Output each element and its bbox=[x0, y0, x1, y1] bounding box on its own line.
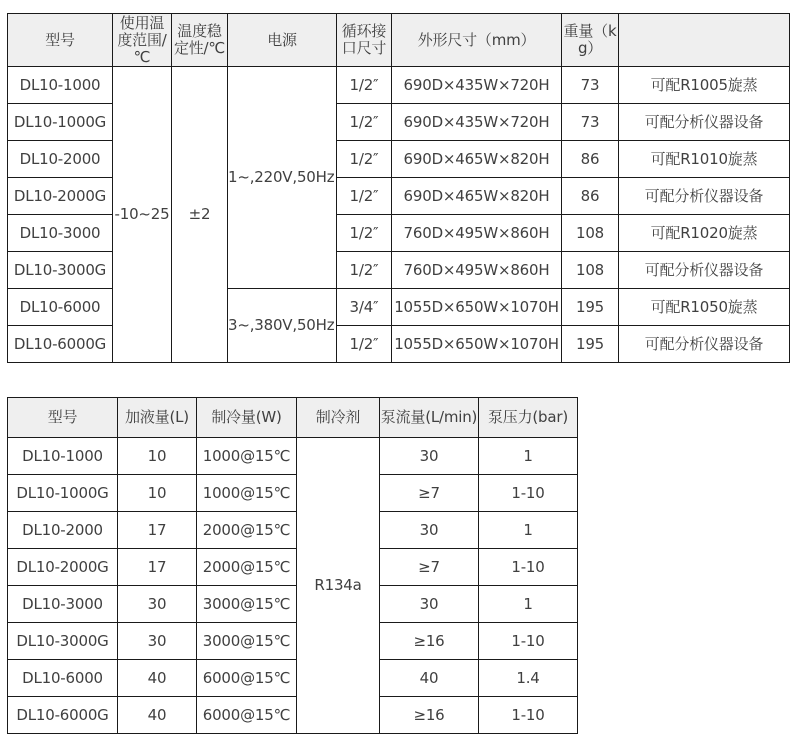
table-row bbox=[8, 67, 790, 104]
note-cell: 可配R1010旋蒸 bbox=[619, 141, 790, 178]
pump-pressure-cell: 1 bbox=[479, 438, 578, 475]
port-cell: 1/2″ bbox=[337, 104, 392, 141]
cooling-capacity-cell: 1000@15℃ bbox=[197, 438, 297, 475]
model-cell: DL10-2000G bbox=[8, 549, 118, 586]
pump-pressure-cell: 1-10 bbox=[479, 475, 578, 512]
spec-table-dimensions bbox=[7, 13, 790, 363]
dimensions-cell: 690D×435W×720H bbox=[392, 67, 562, 104]
model-cell: DL10-3000G bbox=[8, 623, 118, 660]
table-row bbox=[8, 512, 578, 549]
model-cell: DL10-6000 bbox=[8, 660, 118, 697]
table-row bbox=[8, 586, 578, 623]
weight-cell: 86 bbox=[562, 141, 619, 178]
note-cell: 可配分析仪器设备 bbox=[619, 104, 790, 141]
temp-stability-cell: ±2 bbox=[172, 67, 228, 363]
model-cell: DL10-2000 bbox=[8, 512, 118, 549]
cooling-capacity-cell: 2000@15℃ bbox=[197, 549, 297, 586]
model-cell: DL10-3000 bbox=[8, 586, 118, 623]
fill-volume-cell: 10 bbox=[118, 475, 197, 512]
dimensions-cell: 760D×495W×860H bbox=[392, 215, 562, 252]
weight-cell: 86 bbox=[562, 178, 619, 215]
note-cell: 可配R1005旋蒸 bbox=[619, 67, 790, 104]
dimensions-cell: 690D×465W×820H bbox=[392, 178, 562, 215]
header-row bbox=[8, 398, 578, 438]
header-pump-pressure: 泵压力(bar) bbox=[479, 398, 578, 438]
model-cell: DL10-6000 bbox=[8, 289, 113, 326]
power-cell: 1~,220V,50Hz bbox=[228, 67, 337, 289]
table-row bbox=[8, 623, 578, 660]
table-row bbox=[8, 549, 578, 586]
model-cell: DL10-1000G bbox=[8, 104, 113, 141]
refrigerant-cell: R134a bbox=[297, 438, 380, 734]
header-power: 电源 bbox=[228, 14, 337, 67]
table-row bbox=[8, 438, 578, 475]
header-note bbox=[619, 14, 790, 67]
note-cell: 可配分析仪器设备 bbox=[619, 252, 790, 289]
pump-pressure-cell: 1 bbox=[479, 586, 578, 623]
model-cell: DL10-2000G bbox=[8, 178, 113, 215]
header-fill-volume: 加液量(L) bbox=[118, 398, 197, 438]
port-cell: 1/2″ bbox=[337, 215, 392, 252]
note-cell: 可配R1020旋蒸 bbox=[619, 215, 790, 252]
header-model: 型号 bbox=[8, 14, 113, 67]
table-row bbox=[8, 697, 578, 734]
fill-volume-cell: 17 bbox=[118, 549, 197, 586]
model-cell: DL10-1000G bbox=[8, 475, 118, 512]
spec-table-performance bbox=[7, 397, 578, 734]
header-temp-range: 使用温度范围/℃ bbox=[113, 14, 172, 67]
pump-pressure-cell: 1.4 bbox=[479, 660, 578, 697]
port-cell: 1/2″ bbox=[337, 252, 392, 289]
pump-pressure-cell: 1 bbox=[479, 512, 578, 549]
header-row bbox=[8, 14, 790, 67]
note-cell: 可配分析仪器设备 bbox=[619, 326, 790, 363]
cooling-capacity-cell: 2000@15℃ bbox=[197, 512, 297, 549]
weight-cell: 73 bbox=[562, 104, 619, 141]
pump-pressure-cell: 1-10 bbox=[479, 549, 578, 586]
pump-flow-cell: ≥16 bbox=[380, 623, 479, 660]
fill-volume-cell: 30 bbox=[118, 623, 197, 660]
header-dimensions: 外形尺寸（mm） bbox=[392, 14, 562, 67]
temp-range-cell: -10~25 bbox=[113, 67, 172, 363]
header-weight: 重量（kg） bbox=[562, 14, 619, 67]
pump-flow-cell: ≥7 bbox=[380, 475, 479, 512]
header-temp-stability: 温度稳定性/℃ bbox=[172, 14, 228, 67]
dimensions-cell: 690D×435W×720H bbox=[392, 104, 562, 141]
header-refrigerant: 制冷剂 bbox=[297, 398, 380, 438]
model-cell: DL10-1000 bbox=[8, 438, 118, 475]
pump-flow-cell: ≥16 bbox=[380, 697, 479, 734]
weight-cell: 195 bbox=[562, 289, 619, 326]
fill-volume-cell: 10 bbox=[118, 438, 197, 475]
header-cooling-capacity: 制冷量(W) bbox=[197, 398, 297, 438]
port-cell: 1/2″ bbox=[337, 67, 392, 104]
weight-cell: 73 bbox=[562, 67, 619, 104]
header-port-size: 循环接口尺寸 bbox=[337, 14, 392, 67]
weight-cell: 108 bbox=[562, 252, 619, 289]
port-cell: 1/2″ bbox=[337, 326, 392, 363]
pump-flow-cell: 30 bbox=[380, 512, 479, 549]
header-pump-flow: 泵流量(L/min) bbox=[380, 398, 479, 438]
model-cell: DL10-2000 bbox=[8, 141, 113, 178]
note-cell: 可配分析仪器设备 bbox=[619, 178, 790, 215]
fill-volume-cell: 40 bbox=[118, 697, 197, 734]
pump-flow-cell: 40 bbox=[380, 660, 479, 697]
weight-cell: 195 bbox=[562, 326, 619, 363]
table-row bbox=[8, 475, 578, 512]
power-cell: 3~,380V,50Hz bbox=[228, 289, 337, 363]
model-cell: DL10-1000 bbox=[8, 67, 113, 104]
dimensions-cell: 1055D×650W×1070H bbox=[392, 326, 562, 363]
model-cell: DL10-6000G bbox=[8, 697, 118, 734]
pump-flow-cell: ≥7 bbox=[380, 549, 479, 586]
model-cell: DL10-3000G bbox=[8, 252, 113, 289]
dimensions-cell: 690D×465W×820H bbox=[392, 141, 562, 178]
fill-volume-cell: 40 bbox=[118, 660, 197, 697]
model-cell: DL10-6000G bbox=[8, 326, 113, 363]
cooling-capacity-cell: 1000@15℃ bbox=[197, 475, 297, 512]
dimensions-cell: 1055D×650W×1070H bbox=[392, 289, 562, 326]
port-cell: 1/2″ bbox=[337, 141, 392, 178]
dimensions-cell: 760D×495W×860H bbox=[392, 252, 562, 289]
pump-flow-cell: 30 bbox=[380, 586, 479, 623]
port-cell: 3/4″ bbox=[337, 289, 392, 326]
cooling-capacity-cell: 6000@15℃ bbox=[197, 660, 297, 697]
header-model: 型号 bbox=[8, 398, 118, 438]
model-cell: DL10-3000 bbox=[8, 215, 113, 252]
port-cell: 1/2″ bbox=[337, 178, 392, 215]
cooling-capacity-cell: 3000@15℃ bbox=[197, 586, 297, 623]
pump-pressure-cell: 1-10 bbox=[479, 623, 578, 660]
pump-pressure-cell: 1-10 bbox=[479, 697, 578, 734]
note-cell: 可配R1050旋蒸 bbox=[619, 289, 790, 326]
weight-cell: 108 bbox=[562, 215, 619, 252]
fill-volume-cell: 17 bbox=[118, 512, 197, 549]
cooling-capacity-cell: 6000@15℃ bbox=[197, 697, 297, 734]
fill-volume-cell: 30 bbox=[118, 586, 197, 623]
cooling-capacity-cell: 3000@15℃ bbox=[197, 623, 297, 660]
table-row bbox=[8, 660, 578, 697]
pump-flow-cell: 30 bbox=[380, 438, 479, 475]
